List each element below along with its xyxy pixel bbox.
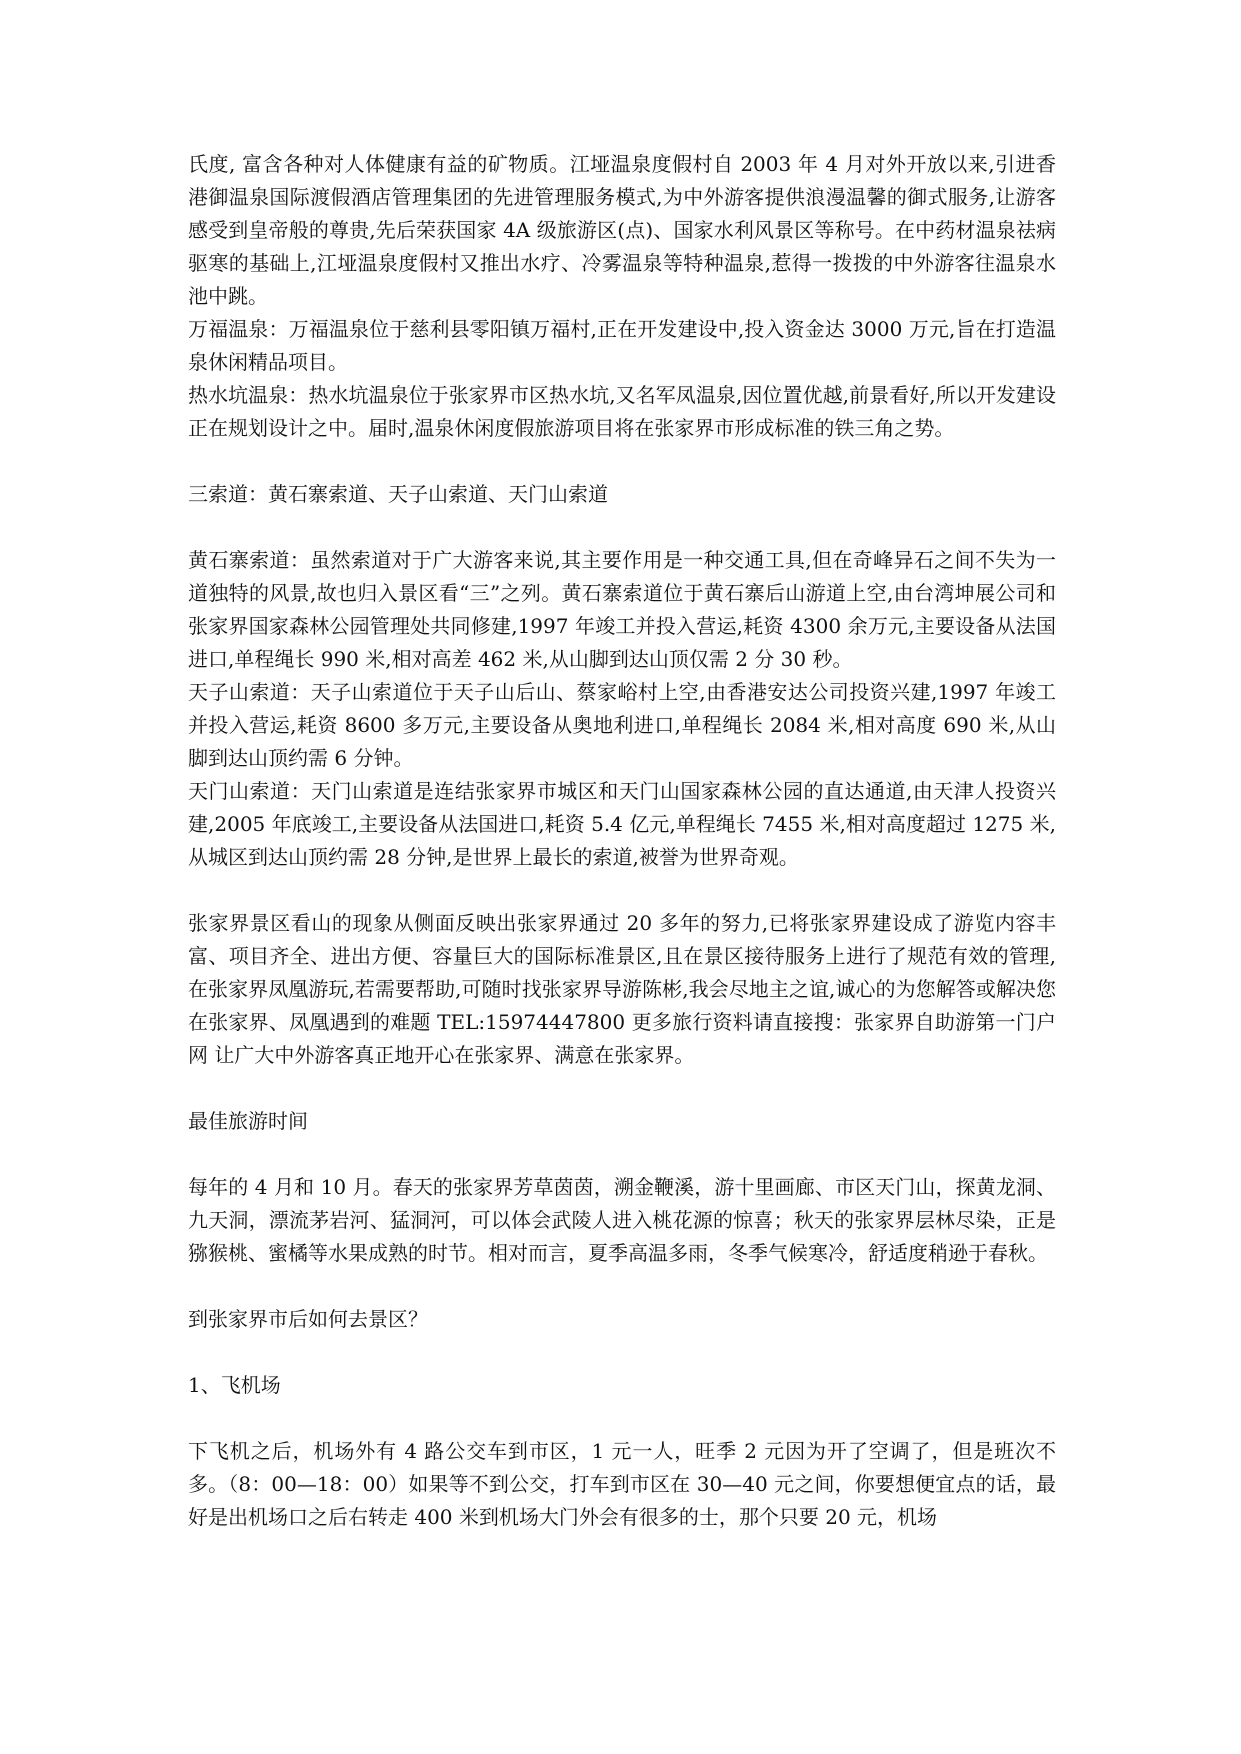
spacer <box>188 1138 1056 1171</box>
paragraph-wanfu-hot-spring: 万福温泉：万福温泉位于慈利县零阳镇万福村,正在开发建设中,投入资金达 3000 万元,旨在打造温泉休闲精品项目。 <box>188 317 1056 374</box>
heading-how-to-get-to-scenic-area: 到张家界市后如何去景区？ <box>188 1307 428 1331</box>
paragraph-tianzishan-cableway: 天子山索道：天子山索道位于天子山后山、蔡家峪村上空,由香港安达公司投资兴建,1997 年竣工并投入营运,耗资 8600 多万元,主要设备从奥地利进口,单程绳长 2084 米,相对高度 690 米,从山脚到达山顶约需 6 分钟。 <box>188 680 1056 770</box>
spacer <box>188 1270 1056 1303</box>
paragraph-tianmenshan-cableway: 天门山索道：天门山索道是连结张家界市城区和天门山国家森林公园的直达通道,由天津人投资兴建,2005 年底竣工,主要设备从法国进口,耗资 5.4 亿元,单程绳长 7455 米,相对高度超过 1275 米,从城区到达山顶约需 28 分钟,是世界上最长的索道,被誉为世界奇观。 <box>188 779 1056 869</box>
spacer <box>188 874 1056 907</box>
paragraph-airport-transport: 下飞机之后，机场外有 4 路公交车到市区，1 元一人，旺季 2 元因为开了空调了，但是班次不多。（8：00—18：00）如果等不到公交，打车到市区在 30—40 元之间，你要想便宜点的话，最好是出机场口之后右转走 400 米到机场大门外会有很多的士，那个只要 20 元，机场 <box>188 1439 1056 1529</box>
heading-three-cableways: 三索道：黄石寨索道、天子山索道、天门山索道 <box>188 482 608 506</box>
spacer <box>188 445 1056 478</box>
paragraph-summary-contact: 张家界景区看山的现象从侧面反映出张家界通过 20 多年的努力,已将张家界建设成了游览内容丰富、项目齐全、进出方便、容量巨大的国际标准景区,且在景区接待服务上进行了规范有效的管理,在张家界凤凰游玩,若需要帮助,可随时找张家界导游陈彬,我会尽地主之谊,诚心的为您解答或解决您在张家界、凤凰遇到的难题 TEL:15974447800 更多旅行资料请直接搜：张家界自助游第一门户网 让广大中外游客真正地开心在张家界、满意在张家界。 <box>188 911 1056 1067</box>
paragraph-huangshizhai-cableway: 黄石寨索道：虽然索道对于广大游客来说,其主要作用是一种交通工具,但在奇峰异石之间不失为一道独特的风景,故也归入景区看“三”之列。黄石寨索道位于黄石寨后山游道上空,由台湾坤展公司和张家界国家森林公园管理处共同修建,1997 年竣工并投入营运,耗资 4300 余万元,主要设备从法国进口,单程绳长 990 米,相对高差 462 米,从山脚到达山顶仅需 2 分 30 秒。 <box>188 548 1056 671</box>
spacer <box>188 1072 1056 1105</box>
paragraph-best-travel-time: 每年的 4 月和 10 月。春天的张家界芳草茵茵，溯金鞭溪，游十里画廊、市区天门山，探黄龙洞、九天洞，漂流茅岩河、猛洞河，可以体会武陵人进入桃花源的惊喜；秋天的张家界层林尽染，正是猕猴桃、蜜橘等水果成熟的时节。相对而言，夏季高温多雨，冬季气候寒冷，舒适度稍逊于春秋。 <box>188 1175 1056 1265</box>
paragraph-hot-spring-jiangya: 氏度, 富含各种对人体健康有益的矿物质。江垭温泉度假村自 2003 年 4 月对外开放以来,引进香港御温泉国际渡假酒店管理集团的先进管理服务模式,为中外游客提供浪漫温馨的御式服务,让游客感受到皇帝般的尊贵,先后荣获国家 4A 级旅游区(点)、国家水利风景区等称号。在中药材温泉祛病驱寒的基础上,江垭温泉度假村又推出水疗、冷雾温泉等特种温泉,惹得一拨拨的中外游客往温泉水池中跳。 <box>188 152 1056 308</box>
spacer <box>188 1336 1056 1369</box>
document-body <box>188 148 1056 1534</box>
spacer <box>188 511 1056 544</box>
heading-best-travel-time: 最佳旅游时间 <box>188 1109 308 1133</box>
heading-airport: 1、飞机场 <box>188 1373 281 1397</box>
spacer <box>188 1402 1056 1435</box>
paragraph-reshuikeng-hot-spring: 热水坑温泉：热水坑温泉位于张家界市区热水坑,又名军凤温泉,因位置优越,前景看好,所以开发建设正在规划设计之中。届时,温泉休闲度假旅游项目将在张家界市形成标准的铁三角之势。 <box>188 383 1056 440</box>
